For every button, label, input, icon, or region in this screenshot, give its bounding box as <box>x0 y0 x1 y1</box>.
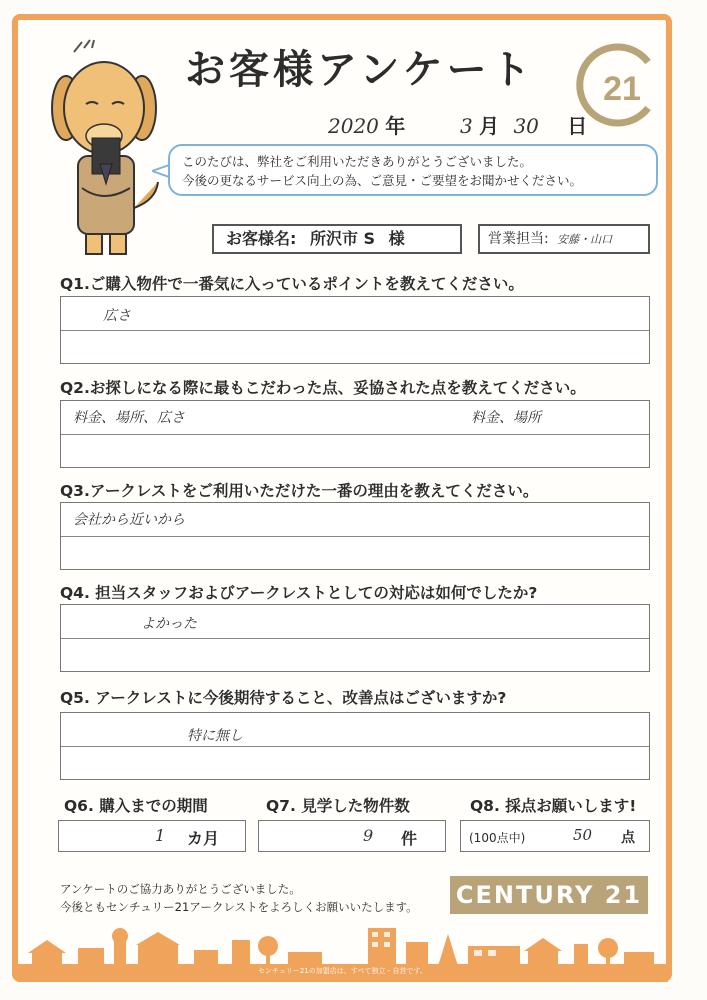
date-month-unit: 月 <box>479 114 500 138</box>
customer-name-value: 所沢市 S <box>309 229 376 248</box>
question-5-label: Q5. アークレストに今後期待すること、改善点はございますか? <box>60 689 507 707</box>
answer-4-box <box>60 604 650 672</box>
date-month-value: 3 <box>460 114 473 138</box>
date-year-value: 2020 <box>328 114 379 138</box>
answer-7-unit: 件 <box>401 829 418 848</box>
date-month-group <box>460 110 587 139</box>
question-8-label: Q8. 採点お願いします! <box>470 797 637 815</box>
answer-8-prefix: (100点中) <box>469 831 526 845</box>
answer-8-box <box>460 820 650 852</box>
question-7-label: Q7. 見学した物件数 <box>266 797 410 815</box>
sales-staff-box <box>478 224 650 254</box>
date-year-group <box>328 110 405 139</box>
logo-number: 21 <box>603 70 641 108</box>
sales-staff-value: 安藤・山口 <box>557 233 613 246</box>
date-day-value: 30 <box>513 114 539 138</box>
answer-6-unit: カ月 <box>187 829 220 848</box>
intro-speech-bubble <box>168 144 658 196</box>
question-3-label: Q3.アークレストをご利用いただけた一番の理由を教えてください。 <box>60 482 539 500</box>
question-6-label: Q6. 購入までの期間 <box>64 797 208 815</box>
answer-5-text: 特に無し <box>187 728 243 744</box>
answer-4-text: よかった <box>141 616 197 632</box>
closing-message <box>60 880 418 916</box>
question-1-label: Q1.ご購入物件で一番気に入っているポイントを教えてください。 <box>60 275 524 293</box>
century21-brand-badge: CENTURY 21 <box>450 876 648 914</box>
date-year-unit: 年 <box>385 114 406 138</box>
intro-line-2: 今後の更なるサービス向上の為、ご意見・ご要望をお聞かせください。 <box>182 173 583 188</box>
answer-6-value: 1 <box>155 826 166 845</box>
answer-7-box <box>258 820 446 852</box>
answer-3-text: 会社から近いから <box>73 512 185 528</box>
customer-name-box <box>212 224 462 254</box>
customer-name-suffix: 様 <box>388 229 405 248</box>
answer-1-text: 広さ <box>103 308 131 324</box>
answer-3-box <box>60 502 650 570</box>
question-4-label: Q4. 担当スタッフおよびアークレストとしての対応は如何でしたか? <box>60 584 538 602</box>
answer-1-box <box>60 296 650 364</box>
answer-2-box <box>60 400 650 468</box>
answer-2-text-secondary: 料金、場所 <box>471 410 541 426</box>
answer-8-unit: 点 <box>621 830 635 846</box>
answer-2-text: 料金、場所、広さ <box>73 410 185 426</box>
century21-logo-icon <box>572 40 662 130</box>
answer-5-box <box>60 712 650 780</box>
page-title: お客様アンケート <box>185 47 535 93</box>
question-2-label: Q2.お探しになる際に最もこだわった点、妥協された点を教えてください。 <box>60 379 586 397</box>
intro-line-1: このたびは、弊社をご利用いただきありがとうございました。 <box>182 154 533 169</box>
customer-name-label: お客様名: <box>226 229 297 248</box>
date-day-unit: 日 <box>567 114 588 138</box>
answer-8-value: 50 <box>573 826 593 844</box>
dog-mascot-icon <box>38 38 168 263</box>
footer-note: センチュリー21の加盟店は、すべて独立・自営です。 <box>258 967 427 975</box>
sales-staff-label: 営業担当: <box>488 231 549 247</box>
closing-line-1: アンケートのご協力ありがとうございました。 <box>60 882 301 896</box>
answer-7-value: 9 <box>363 826 374 845</box>
closing-line-2: 今後ともセンチュリー21アークレストをよろしくお願いいたします。 <box>60 900 418 914</box>
answer-6-box <box>58 820 246 852</box>
